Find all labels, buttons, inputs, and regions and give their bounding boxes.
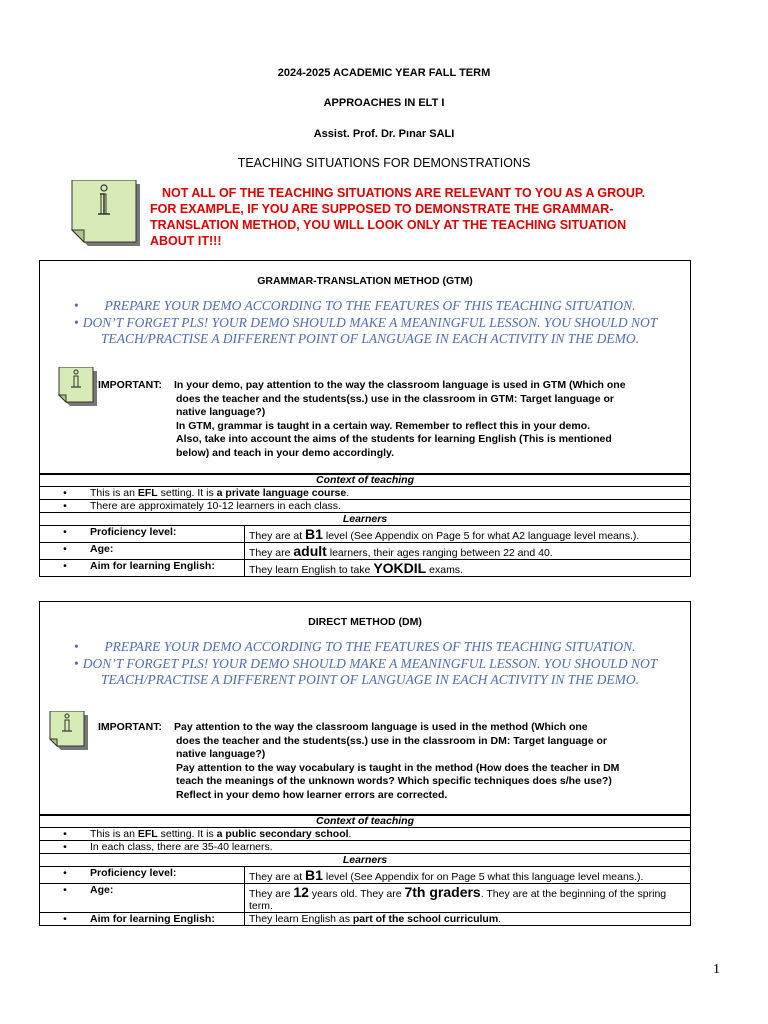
important-line: Pay attention to the way vocabulary is taught in the method (How does the teacher in DM — [176, 761, 620, 774]
context-heading: Context of teaching — [40, 474, 691, 487]
dm-title: DIRECT METHOD (DM) — [308, 616, 422, 628]
important-text — [174, 379, 674, 460]
table-row: • Proficiency level: They are at B1 level (See Appendix for on Page 5 what this language level means.). — [40, 867, 691, 884]
important-line: native language?) — [176, 748, 266, 760]
info-note-icon — [49, 711, 89, 751]
important-line: below) and teach in your demo accordingly. — [176, 446, 395, 459]
important-line: In your demo, pay attention to the way the classroom language is used in GTM (Which one — [174, 379, 626, 391]
table-row: • This is an EFL setting. It is a private language course. — [40, 487, 691, 500]
instructor-name: Assist. Prof. Dr. Pınar SALI — [313, 128, 455, 140]
important-line: does the teacher and the students(ss.) use in the classroom in GTM: Target language or — [176, 392, 614, 405]
important-line: does the teacher and the students(ss.) use in the classroom in DM: Target language or — [176, 734, 607, 747]
context-heading: Context of teaching — [40, 815, 691, 828]
gtm-instructions — [40, 298, 690, 348]
document-title: TEACHING SITUATIONS FOR DEMONSTRATIONS — [237, 156, 531, 170]
table-row: • Proficiency level: They are at B1 level (See Appendix on Page 5 for what A2 language level means.). — [40, 526, 691, 543]
important-line: teach the meanings of the unknown words? Which specific techniques does s/he use?) — [176, 775, 612, 787]
list-item: • PREPARE YOUR DEMO ACCORDING TO THE FEATURES OF THIS TEACHING SITUATION. — [74, 639, 636, 654]
info-note-icon — [70, 180, 142, 248]
important-line: Reflect in your demo how learner errors are corrected. — [176, 788, 448, 801]
important-label: IMPORTANT: — [98, 721, 162, 733]
learners-heading: Learners — [40, 513, 691, 526]
info-note-icon — [58, 367, 98, 407]
gtm-context-table — [39, 473, 691, 577]
important-label: IMPORTANT: — [98, 379, 162, 391]
important-text — [174, 721, 674, 802]
warning-notice: NOT ALL OF THE TEACHING SITUATIONS ARE RELEVANT TO YOU AS A GROUP. FOR EXAMPLE, IF YOU ARE SUPPOSED TO DEMONSTRATE THE GRAMMAR-TRANSLATION METHOD, YOU WILL LOOK ONLY AT THE TEACHING SITUATION ABOUT IT!!! — [150, 186, 646, 248]
table-row: • Age: They are adult learners, their ages ranging between 22 and 40. — [40, 543, 691, 560]
page-number: 1 — [713, 962, 720, 977]
table-row: • This is an EFL setting. It is a public secondary school. — [40, 828, 691, 841]
course-title: APPROACHES IN ELT I — [323, 97, 445, 109]
learners-heading: Learners — [40, 854, 691, 867]
table-row: • There are approximately 10-12 learners in each class. — [40, 500, 691, 513]
table-row: • Aim for learning English: They learn English to take YOKDIL exams. — [40, 560, 691, 577]
table-row: • In each class, there are 35-40 learners. — [40, 841, 691, 854]
list-item: • DON’T FORGET PLS! YOUR DEMO SHOULD MAKE A MEANINGFUL LESSON. YOU SHOULD NOT TEACH/PRACTISE A DIFFERENT POINT OF LANGUAGE IN EACH ACTIVITY IN THE DEMO. — [74, 655, 658, 687]
table-row: • Aim for learning English: They learn English as part of the school curriculum. — [40, 913, 691, 926]
important-line: In GTM, grammar is taught in a certain way. Remember to reflect this in your demo. — [176, 419, 591, 432]
table-row: • Age: They are 12 years old. They are 7th graders. They are at the beginning of the spring term. — [40, 884, 691, 913]
important-line: native language?) — [176, 406, 266, 418]
important-line: Pay attention to the way the classroom language is used in the method (Which one — [174, 721, 588, 733]
dm-instructions — [40, 639, 690, 689]
dm-context-table — [39, 814, 691, 926]
term-heading: 2024-2025 ACADEMIC YEAR FALL TERM — [277, 67, 491, 79]
important-line: Also, take into account the aims of the students for learning English (This is mentioned — [176, 433, 612, 445]
list-item: • PREPARE YOUR DEMO ACCORDING TO THE FEATURES OF THIS TEACHING SITUATION. — [74, 298, 636, 313]
gtm-title: GRAMMAR-TRANSLATION METHOD (GTM) — [257, 275, 473, 287]
list-item: • DON’T FORGET PLS! YOUR DEMO SHOULD MAKE A MEANINGFUL LESSON. YOU SHOULD NOT TEACH/PRACTISE A DIFFERENT POINT OF LANGUAGE IN EACH ACTIVITY IN THE DEMO. — [74, 314, 658, 346]
